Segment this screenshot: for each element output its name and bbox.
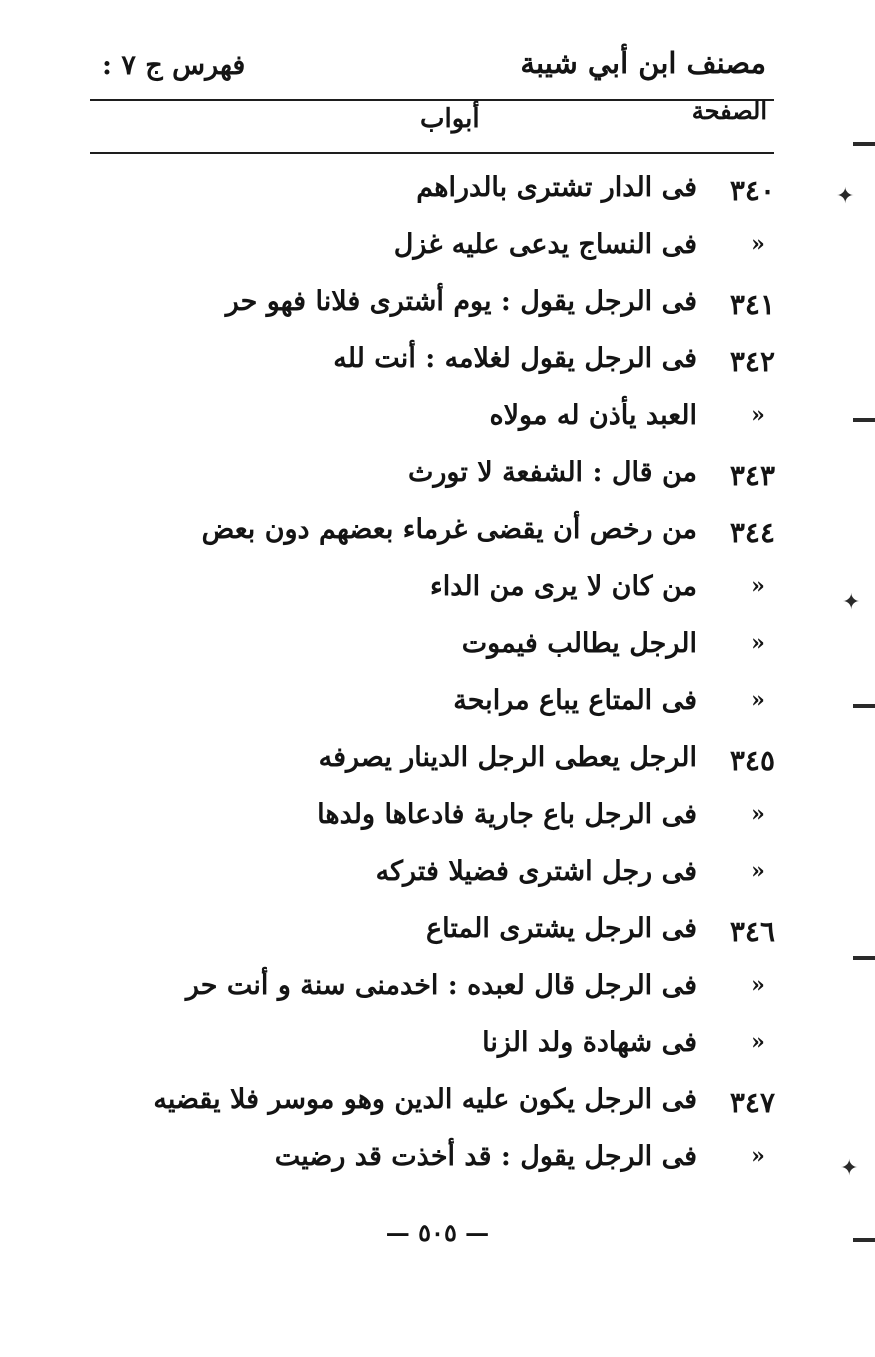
entry-title: فى رجل اشترى فضيلا فتركه [375,856,697,887]
entry-ditto-mark: « [751,573,765,599]
index-entry [175,907,775,964]
entry-title: الرجل يطالب فيموت [461,628,697,659]
entry-ditto-mark: « [751,231,765,257]
chapters-column-header: أبواب [420,104,480,134]
running-head [90,42,772,92]
entry-page-number: ٣٤٦ [729,915,775,948]
entry-title: فى الدار تشترى بالدراهم [416,172,697,203]
index-entry [175,166,775,223]
index-entry [175,964,775,1021]
index-entry [175,508,775,565]
entry-page-number: ٣٤٥ [729,744,775,777]
margin-tick-mark [853,418,875,422]
index-entry [175,451,775,508]
entry-title: العبد يأذن له مولاه [489,400,697,431]
book-title: مصنف ابن أبي شيبة [520,46,766,80]
entry-page-number: ٣٤٠ [729,174,775,207]
index-entry [175,565,775,622]
margin-tick-mark [853,956,875,960]
entry-ditto-mark: « [751,1029,765,1055]
page-number: — ٥٠٥ — [385,1218,490,1247]
margin-star-icon: ✦ [836,184,855,209]
entry-page-number: ٣٤٣ [729,459,775,492]
index-entry [175,223,775,280]
entry-page-number: ٣٤٢ [729,345,775,378]
entry-ditto-mark: « [751,630,765,656]
page-column-header: الصفحة [691,96,767,125]
entry-title: فى الرجل يشترى المتاع [426,913,697,944]
margin-tick-mark [853,704,875,708]
index-entry [175,394,775,451]
entry-ditto-mark: « [751,972,765,998]
margin-tick-mark [853,1238,875,1242]
entry-title: فى النساج يدعى عليه غزل [393,229,697,260]
entry-title: الرجل يعطى الرجل الدينار يصرفه [318,742,697,773]
entry-page-number: ٣٤٤ [729,516,775,549]
entry-ditto-mark: « [751,1143,765,1169]
entry-title: فى الرجل يقول : قد أخذت قد رضيت [274,1141,697,1172]
entry-title: فى الرجل قال لعبده : اخدمنى سنة و أنت حر [185,970,697,1001]
index-entry [175,679,775,736]
entry-page-number: ٣٤١ [729,288,775,321]
entry-title: فى الرجل يقول : يوم أشترى فلانا فهو حر [225,286,697,317]
entry-ditto-mark: « [751,402,765,428]
index-entry [175,280,775,337]
entry-ditto-mark: « [751,687,765,713]
header-rule-bottom [90,152,774,154]
index-volume-label: فهرس ج ٧ : [102,50,246,81]
index-entries [153,166,775,1192]
entry-title: فى المتاع يباع مرابحة [453,685,697,716]
index-entry [175,1135,775,1192]
entry-title: فى شهادة ولد الزنا [482,1027,697,1058]
entry-ditto-mark: « [751,858,765,884]
entry-ditto-mark: « [751,801,765,827]
margin-star-icon: ✦ [842,590,861,615]
margin-tick-mark [853,142,875,146]
entry-title: فى الرجل يكون عليه الدين وهو موسر فلا يقضيه [153,1084,697,1115]
entry-page-number: ٣٤٧ [729,1086,775,1119]
entry-title: فى الرجل يقول لغلامه : أنت لله [333,343,697,374]
entry-title: من رخص أن يقضى غرماء بعضهم دون بعض [201,514,697,545]
index-entry [175,793,775,850]
index-entry [175,622,775,679]
index-entry [175,736,775,793]
index-entry [153,1078,775,1135]
margin-star-icon: ✦ [840,1156,859,1181]
entry-title: من كان لا يرى من الداء [430,571,697,602]
index-entry [175,337,775,394]
entry-title: من قال : الشفعة لا تورث [407,457,697,488]
header-rule-top [90,99,774,101]
entry-title: فى الرجل باع جارية فادعاها ولدها [317,799,697,830]
index-entry [175,1021,775,1078]
index-entry [175,850,775,907]
